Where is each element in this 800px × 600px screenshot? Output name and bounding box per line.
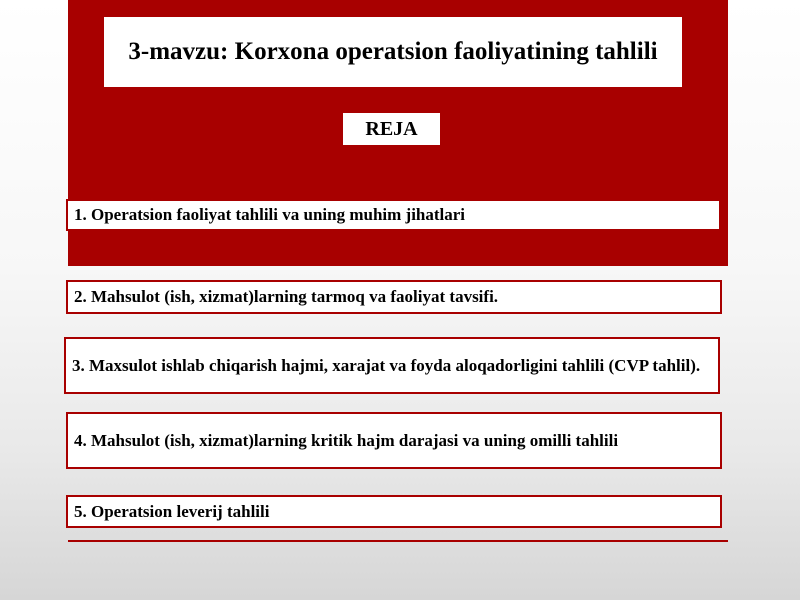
slide-title-text: 3-mavzu: Korxona operatsion faoliyatining tahlili (128, 38, 658, 65)
plan-item-2-text: 2. Mahsulot (ish, xizmat)larning tarmoq va faoliyat tavsifi. (74, 287, 499, 306)
plan-label-text: REJA (365, 117, 418, 140)
bottom-divider-line (68, 540, 728, 542)
plan-item-4-text: 4. Mahsulot (ish, xizmat)larning kritik hajm darajasi va uning omilli tahlili (74, 430, 619, 450)
plan-label (343, 113, 440, 145)
slide-title (104, 17, 682, 87)
plan-item-5 (66, 495, 722, 528)
plan-item-2 (66, 280, 722, 314)
plan-item-3 (64, 337, 720, 394)
plan-item-1 (66, 199, 721, 231)
plan-item-1-text: 1. Operatsion faoliyat tahlili va uning muhim jihatlari (74, 205, 466, 224)
plan-item-4 (66, 412, 722, 469)
plan-item-3-text: 3. Maxsulot ishlab chiqarish hajmi, xarajat va foyda aloqadorligini tahlili (CVP tahlil). (72, 355, 701, 375)
plan-item-5-text: 5. Operatsion leverij tahlili (74, 501, 270, 521)
